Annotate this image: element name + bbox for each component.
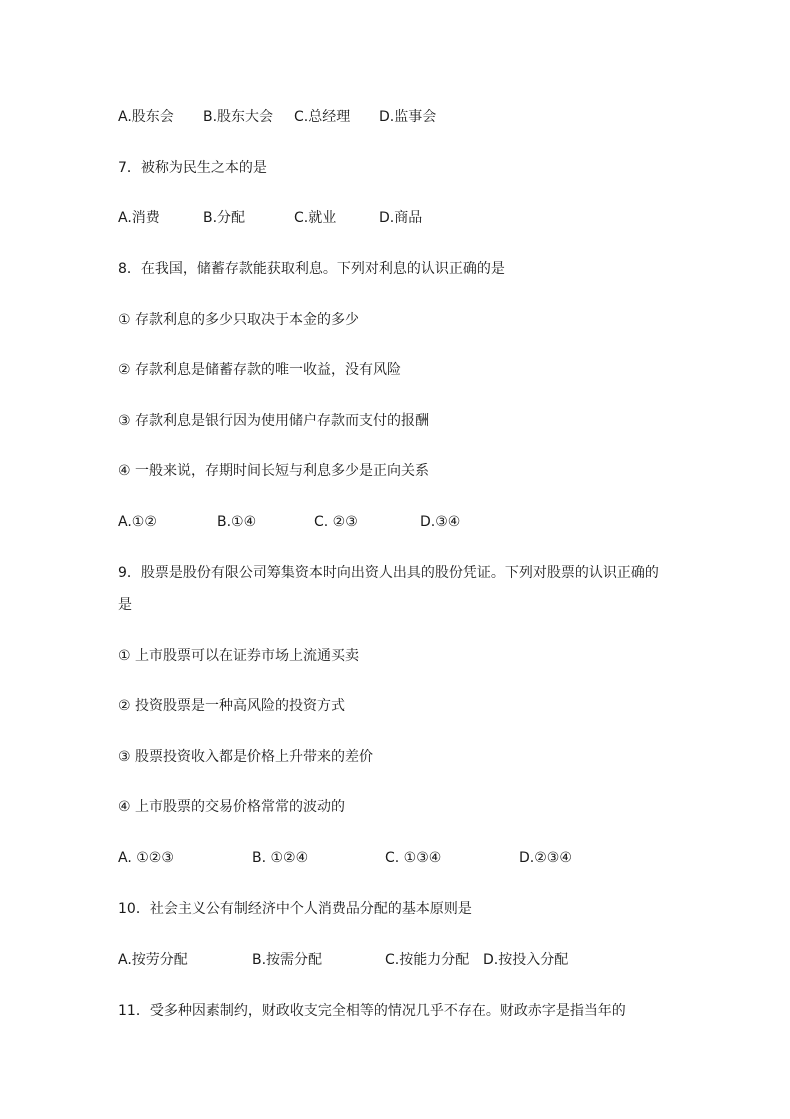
q9-option-c: C. ①③④ [385, 850, 442, 866]
q6-option-b: B.股东大会 [203, 109, 274, 125]
q7-option-c: C.就业 [294, 210, 337, 226]
q9-statement-1: ① 上市股票可以在证券市场上流通买卖 [118, 648, 359, 664]
q8-statement-2: ② 存款利息是储蓄存款的唯一收益，没有风险 [118, 362, 401, 378]
q9-statement-4: ④ 上市股票的交易价格常常的波动的 [118, 799, 346, 815]
q7-option-b: B.分配 [203, 210, 246, 226]
q8-statement-3: ③ 存款利息是银行因为使用储户存款而支付的报酬 [118, 413, 429, 429]
q9-stem-line2: 是 [118, 597, 132, 613]
q8-stem: 8．在我国，储蓄存款能获取利息。下列对利息的认识正确的是 [118, 261, 505, 277]
q8-option-d: D.③④ [420, 514, 461, 530]
q9-statement-3: ③ 股票投资收入都是价格上升带来的差价 [118, 749, 373, 765]
q9-stem-line1: 9．股票是股份有限公司筹集资本时向出资人出具的股份凭证。下列对股票的认识正确的 [118, 565, 659, 581]
q8-option-c: C. ②③ [314, 514, 358, 530]
q10-option-d: D.按投入分配 [483, 952, 569, 968]
q8-option-b: B.①④ [217, 514, 257, 530]
q9-option-a: A. ①②③ [118, 850, 174, 866]
q7-stem: 7．被称为民生之本的是 [118, 160, 267, 176]
q8-option-a: A.①② [118, 514, 157, 530]
q6-option-c: C.总经理 [294, 109, 351, 125]
q9-option-d: D.②③④ [519, 850, 572, 866]
q8-statement-1: ① 存款利息的多少只取决于本金的多少 [118, 312, 359, 328]
q10-option-a: A.按劳分配 [118, 952, 188, 968]
q10-option-c: C.按能力分配 [385, 952, 470, 968]
q7-option-d: D.商品 [379, 210, 423, 226]
q9-option-b: B. ①②④ [252, 850, 309, 866]
q6-option-d: D.监事会 [379, 109, 437, 125]
q10-option-b: B.按需分配 [252, 952, 323, 968]
q8-statement-4: ④ 一般来说，存期时间长短与利息多少是正向关系 [118, 463, 429, 479]
q9-statement-2: ② 投资股票是一种高风险的投资方式 [118, 698, 346, 714]
q7-option-a: A.消费 [118, 210, 160, 226]
q10-stem: 10．社会主义公有制经济中个人消费品分配的基本原则是 [118, 901, 472, 917]
q6-option-a: A.股东会 [118, 109, 174, 125]
q11-stem: 11．受多种因素制约，财政收支完全相等的情况几乎不存在。财政赤字是指当年的 [118, 1003, 626, 1019]
